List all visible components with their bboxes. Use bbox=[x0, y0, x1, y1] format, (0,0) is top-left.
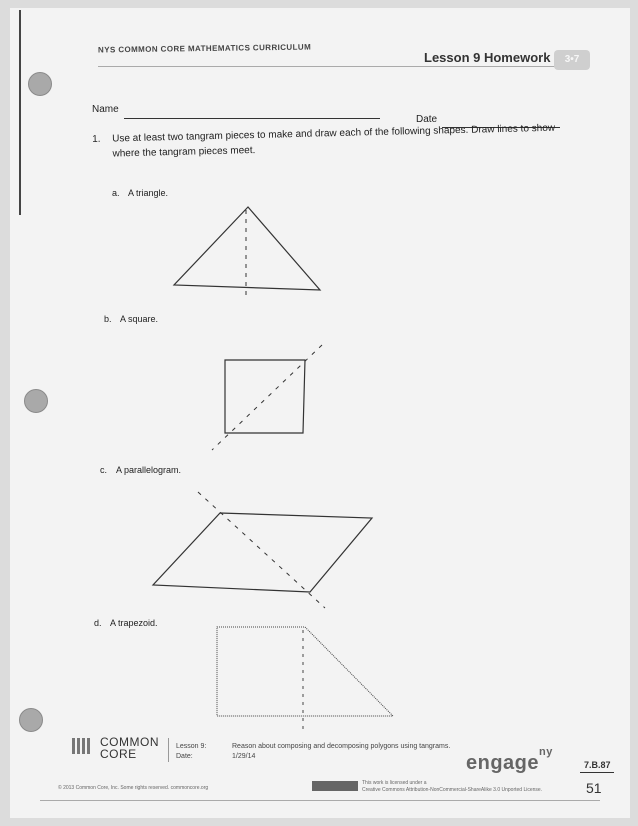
item-letter: d. bbox=[94, 618, 102, 628]
lesson-badge: 3•7 bbox=[554, 50, 590, 70]
bottom-rule bbox=[40, 800, 600, 801]
logo-line-1: COMMON bbox=[100, 735, 159, 749]
question-number: 1. bbox=[92, 133, 101, 145]
trapezoid-drawing bbox=[217, 627, 393, 730]
date-label: Date bbox=[416, 114, 438, 125]
footer-lesson-info bbox=[176, 742, 206, 762]
footer-date-label: Date: bbox=[176, 753, 193, 760]
item-label: A trapezoid. bbox=[110, 618, 158, 628]
page-number: 51 bbox=[586, 780, 602, 796]
item-letter: c. bbox=[100, 465, 108, 475]
common-core-logo bbox=[100, 736, 159, 760]
lesson-code-underline bbox=[580, 772, 614, 773]
license-line-1: This work is licensed under a bbox=[362, 780, 427, 786]
license-text bbox=[362, 780, 542, 794]
lesson-code: 7.B.87 bbox=[584, 760, 611, 770]
triangle-drawing bbox=[174, 207, 320, 300]
parallelogram-drawing bbox=[153, 492, 372, 608]
engageny-logo: engage$^{ny}$ bbox=[466, 746, 553, 774]
lesson-title: Lesson 9 Homework bbox=[424, 50, 551, 65]
name-label: Name bbox=[92, 104, 119, 115]
footer-lesson-description: Reason about composing and decomposing polygons using tangrams. bbox=[232, 743, 451, 750]
item-label: A triangle. bbox=[128, 188, 169, 198]
creative-commons-badge bbox=[312, 781, 358, 791]
item-letter: b. bbox=[104, 314, 112, 324]
footer-lesson-label: Lesson 9: bbox=[176, 743, 207, 750]
curriculum-header: NYS COMMON CORE MATHEMATICS CURRICULUM bbox=[97, 42, 312, 55]
footer-date-value: 1/29/14 bbox=[232, 753, 256, 760]
item-letter: a. bbox=[112, 188, 120, 198]
footer-description bbox=[232, 742, 450, 762]
item-label: A square. bbox=[120, 314, 159, 324]
logo-line-2: CORE bbox=[100, 747, 137, 761]
copyright-text: © 2013 Common Core, Inc. Some rights reserved. commoncore.org bbox=[58, 785, 209, 791]
item-label: A parallelogram. bbox=[116, 465, 182, 475]
square-drawing bbox=[212, 345, 322, 450]
footer-divider bbox=[168, 738, 169, 762]
license-line-2[interactable]: Creative Commons Attribution-NonCommercial-ShareAlike 3.0 Unported License. bbox=[362, 787, 543, 793]
question-text: Use at least two tangram pieces to make and draw each of the following shapes. Draw lines to show where the tangram pieces meet. bbox=[112, 122, 556, 160]
common-core-logo-bars bbox=[72, 738, 92, 759]
